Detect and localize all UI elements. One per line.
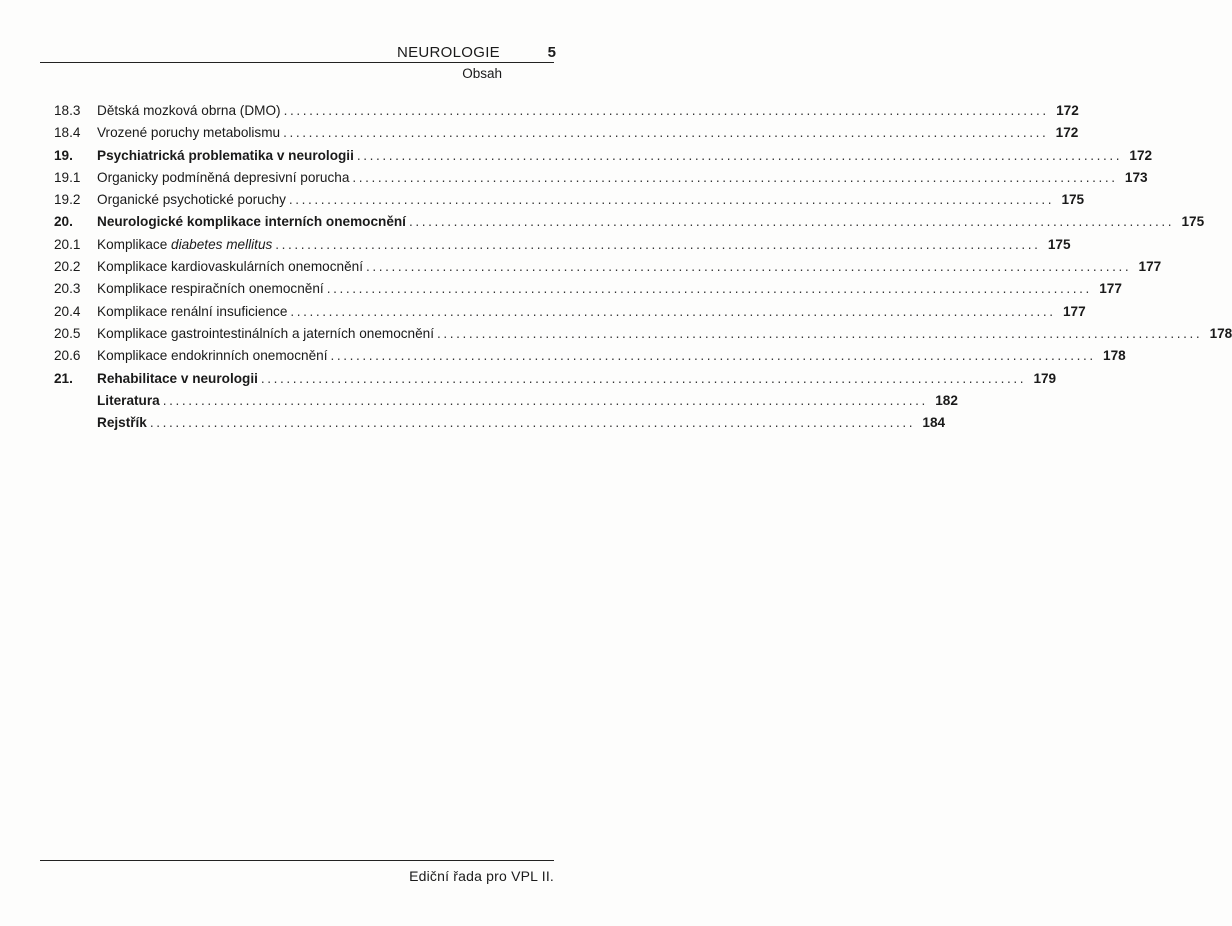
toc-entry	[54, 236, 1071, 259]
toc-entry-number: 20.1	[54, 236, 81, 252]
footer-divider	[40, 860, 554, 861]
toc-entry-title	[97, 415, 147, 430]
toc-entry-title-text: Vrozené poruchy metabolismu	[97, 125, 281, 141]
toc-entry-title-italic: diabetes mellitus	[171, 236, 273, 252]
toc-entry-title-text: Dětská mozková obrna (DMO)	[97, 103, 281, 118]
toc-entry-title	[97, 281, 324, 296]
toc-entry-title	[97, 148, 354, 163]
toc-entry	[54, 125, 1079, 147]
section-subtitle: Obsah	[462, 66, 502, 81]
table-of-contents	[54, 103, 1232, 437]
toc-entry-title-text: Neurologické komplikace interních onemocnění	[97, 214, 406, 230]
toc-entry-number: 19.2	[54, 192, 81, 208]
toc-entry-title	[97, 259, 363, 274]
dot-leader: ........................................................................................................................	[283, 125, 1049, 141]
toc-entry-title-text: Komplikace endokrinních onemocnění	[97, 348, 328, 364]
toc-entry-number: 20.6	[54, 348, 81, 364]
toc-entry	[54, 415, 946, 437]
toc-entry	[54, 392, 958, 415]
toc-entry	[54, 169, 1148, 192]
toc-entry-page: 177	[1062, 303, 1086, 319]
toc-entry-title	[97, 371, 258, 386]
toc-entry-title-text: Komplikace renální insuficience	[97, 303, 288, 319]
toc-entry-number: 20.3	[54, 281, 81, 297]
toc-entry-page: 172	[1129, 147, 1153, 163]
toc-entry-page: 172	[1055, 125, 1079, 141]
toc-entry-page: 178	[1209, 325, 1232, 341]
dot-leader: ........................................................................................................................	[162, 392, 928, 408]
toc-entry	[54, 281, 1122, 303]
dot-leader: ........................................................................................................................	[149, 415, 916, 431]
toc-entry-page: 182	[935, 392, 958, 408]
toc-entry-title	[97, 304, 287, 319]
series-name: Ediční řada pro VPL II.	[409, 868, 554, 884]
dot-leader: ........................................................................................................................	[260, 370, 1027, 386]
toc-entry-title	[97, 326, 434, 341]
toc-entry-title	[97, 192, 286, 207]
toc-entry	[54, 259, 1162, 281]
toc-entry-title-text: Komplikace gastrointestinálních a jaterních onemocnění	[97, 325, 435, 341]
dot-leader: ........................................................................................................................	[408, 214, 1175, 230]
toc-entry-page: 177	[1099, 281, 1122, 297]
toc-entry-number: 20.2	[54, 259, 81, 275]
toc-entry-number: 20.	[54, 214, 73, 230]
toc-entry-title-text: Psychiatrická problematika v neurologii	[97, 147, 354, 163]
toc-entry-title-text: Literatura	[97, 392, 160, 408]
toc-entry	[54, 192, 1085, 214]
toc-entry-page: 179	[1033, 370, 1057, 386]
toc-entry-title-text: Komplikace	[97, 236, 172, 252]
toc-entry-number: 18.3	[54, 103, 81, 118]
page-number: 5	[547, 44, 556, 61]
toc-entry-title	[97, 237, 272, 252]
toc-entry	[54, 147, 1153, 170]
toc-entry-number: 19.1	[54, 169, 81, 185]
dot-leader: ........................................................................................................................	[275, 236, 1041, 252]
toc-entry-title-text: Komplikace kardiovaskulárních onemocnění	[97, 259, 363, 275]
toc-entry	[54, 103, 1079, 125]
toc-entry-page: 172	[1056, 103, 1079, 118]
dot-leader: ........................................................................................................................	[326, 281, 1092, 297]
toc-entry-number: 20.4	[54, 303, 81, 319]
toc-entry-title	[97, 393, 160, 408]
toc-entry-page: 175	[1181, 214, 1205, 230]
toc-entry-title-text: Rejstřík	[97, 415, 147, 431]
toc-entry-number: 18.4	[54, 125, 81, 141]
header-divider	[40, 62, 554, 63]
toc-entry-page: 175	[1061, 192, 1085, 208]
toc-entry-page: 177	[1138, 259, 1162, 275]
toc-entry-title-text: Organické psychotické poruchy	[97, 192, 286, 208]
toc-entry-number: 20.5	[54, 325, 81, 341]
dot-leader: ........................................................................................................................	[356, 147, 1123, 163]
dot-leader: ........................................................................................................................	[290, 303, 1056, 319]
dot-leader: ........................................................................................................................	[288, 192, 1055, 208]
dot-leader: ........................................................................................................................	[330, 348, 1096, 364]
running-title: NEUROLOGIE	[396, 44, 500, 61]
toc-entry-title-text: Organicky podmíněná depresivní porucha	[97, 169, 350, 185]
dot-leader: ........................................................................................................................	[365, 259, 1132, 275]
toc-entry	[54, 370, 1057, 393]
toc-entry-title	[97, 214, 406, 229]
toc-entry	[54, 214, 1205, 236]
toc-entry-page: 175	[1047, 236, 1071, 252]
dot-leader: ........................................................................................................................	[437, 325, 1203, 341]
toc-entry-title	[97, 103, 281, 118]
toc-entry-number: 21.	[54, 370, 73, 386]
toc-entry	[54, 325, 1232, 348]
dot-leader: ........................................................................................................................	[352, 169, 1118, 185]
toc-entry	[54, 303, 1086, 326]
toc-entry-title-text: Komplikace respiračních onemocnění	[97, 281, 324, 297]
dot-leader: ........................................................................................................................	[283, 103, 1049, 118]
toc-entry-number: 19.	[54, 147, 73, 163]
toc-entry	[54, 348, 1126, 370]
toc-entry-page: 178	[1103, 348, 1126, 364]
toc-entry-title	[97, 125, 280, 140]
toc-entry-page: 184	[922, 415, 946, 431]
toc-entry-title	[97, 170, 349, 185]
toc-entry-title-text: Rehabilitace v neurologii	[97, 370, 258, 386]
toc-entry-page: 173	[1124, 169, 1148, 185]
toc-entry-title	[97, 348, 327, 363]
